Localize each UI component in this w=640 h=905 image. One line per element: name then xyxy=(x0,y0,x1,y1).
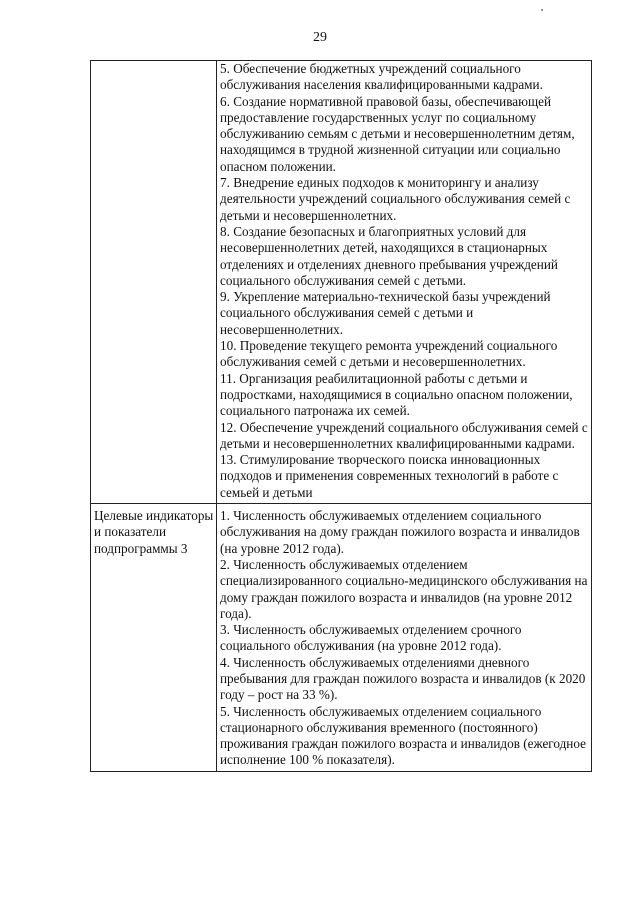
list-item: 5. Численность обслуживаемых отделением социального стационарного обслуживания временного (постоянного) проживания граждан пожилого возраста и инвалидов (ежегодное исполнение 100 % показателя). xyxy=(220,703,586,768)
table-row xyxy=(91,504,592,772)
list-item: 1. Численность обслуживаемых отделением социального обслуживания на дому граждан пожилого возраста и инвалидов (на уровне 2012 года). xyxy=(220,508,580,556)
page-number: 29 xyxy=(313,30,327,45)
row-label: Целевые индикаторы и показатели подпрограммы 3 xyxy=(94,508,214,556)
row-label-cell xyxy=(91,504,217,772)
list-item: 7. Внедрение единых подходов к мониторингу и анализу деятельности учреждений социального обслуживания семей с детьми и несовершеннолетних. xyxy=(220,175,571,223)
list-item: 5. Обеспечение бюджетных учреждений социального обслуживания населения квалифицированными кадрами. xyxy=(220,61,543,93)
list-item: 10. Проведение текущего ремонта учреждений социального обслуживания семей с детьми и несовершеннолетних. xyxy=(220,338,558,370)
row-content-cell xyxy=(217,61,592,504)
list-item: 13. Стимулирование творческого поиска инновационных подходов и применения современных технологий в работе с семьей и детьми xyxy=(220,452,559,500)
row-label xyxy=(94,61,214,65)
row-content-cell xyxy=(217,504,592,772)
list-item: 4. Численность обслуживаемых отделениями дневного пребывания для граждан пожилого возраста и инвалидов (к 2020 году – рост на 33 %). xyxy=(220,654,586,703)
program-table xyxy=(90,60,592,772)
list-item: 9. Укрепление материально-технической базы учреждений социального обслуживания семей с детьми и несовершеннолетних. xyxy=(220,289,551,337)
row-label-cell xyxy=(91,61,217,504)
list-item: 8. Создание безопасных и благоприятных условий для несовершеннолетних детей, находящихся в стационарных отделениях и отделениях дневного пребывания учреждений социального обслуживания семей с детьми. xyxy=(220,223,558,288)
scan-speck xyxy=(541,9,543,11)
list-item: 2. Численность обслуживаемых отделением специализированного социально-медицинского обслуживания на дому граждан пожилого возраста и инвалидов (на уровне 2012 года). xyxy=(220,556,588,621)
list-item: 11. Организация реабилитационной работы с детьми и подростками, находящимися в социально опасном положении, социального патронажа их семей. xyxy=(220,370,573,419)
list-item: 3. Численность обслуживаемых отделением срочного социального обслуживания (на уровне 2012 года). xyxy=(220,622,522,654)
table-row xyxy=(91,61,592,504)
list-item: 12. Обеспечение учреждений социального обслуживания семей с детьми и несовершеннолетних квалифицированными кадрами. xyxy=(220,419,588,451)
list-item: 6. Создание нормативной правовой базы, обеспечивающей предоставление государственных услуг по социальному обслуживанию семьям с детьми и несовершеннолетним детям, находящимся в трудной жизненной ситуации или социально опасном положении. xyxy=(220,93,575,174)
